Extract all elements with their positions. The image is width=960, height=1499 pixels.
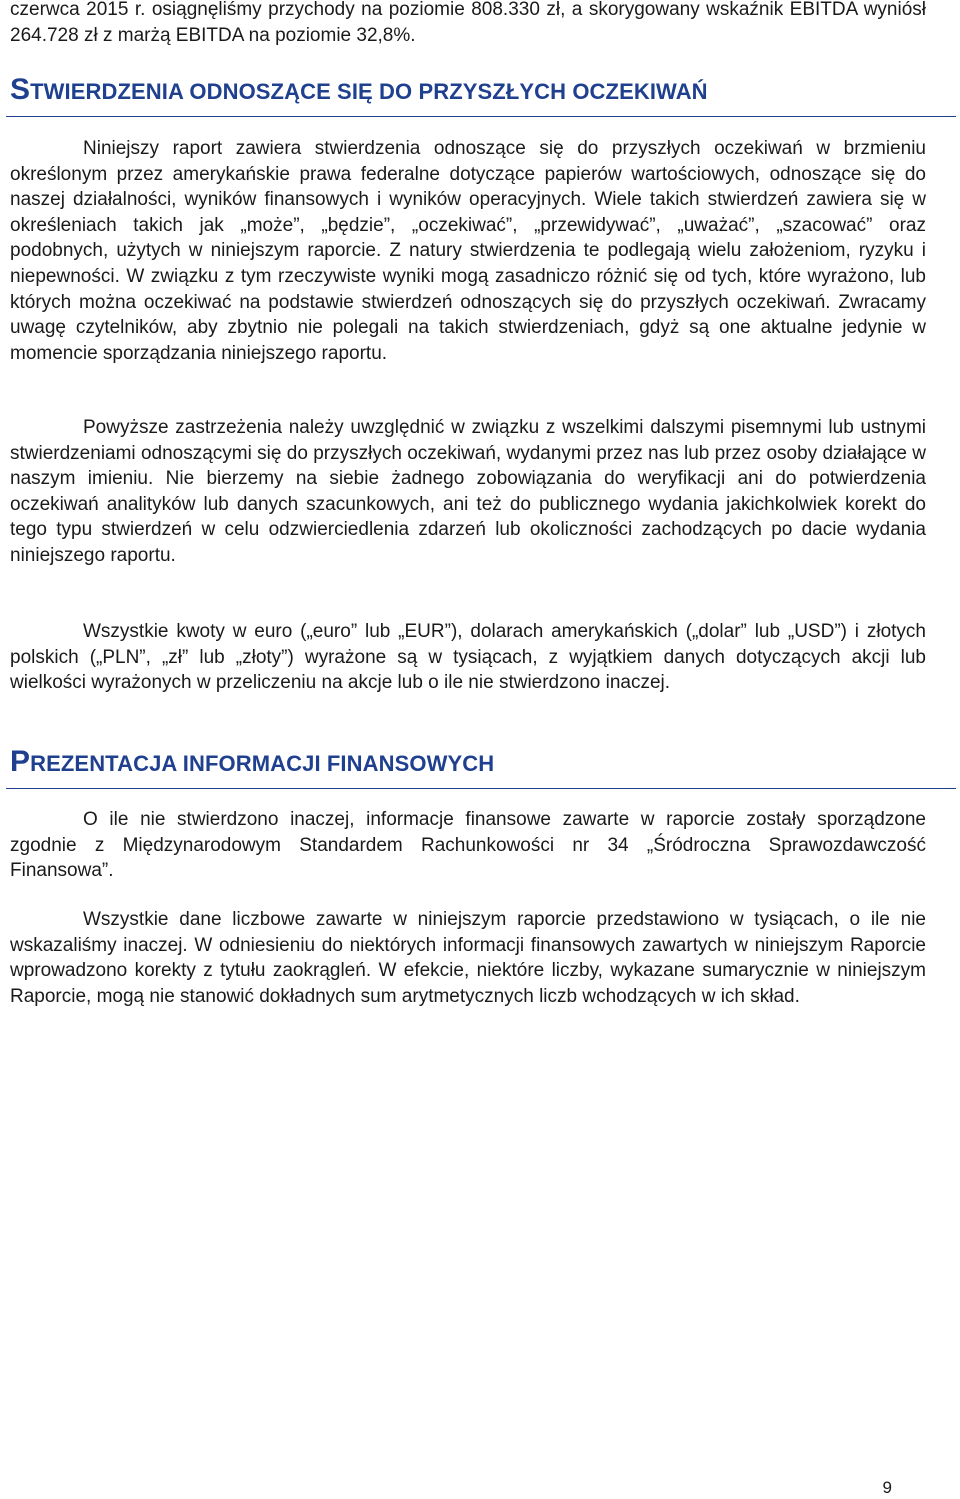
page-number: 9 (882, 1478, 892, 1497)
heading-underline (6, 788, 956, 789)
paragraph-forward-looking-2: Powyższe zastrzeżenia należy uwzględnić w związku z wszelkimi dalszymi pisemnymi lub ustnymi stwierdzeniami odnoszącymi się do przyszłych oczekiwań, wydanymi przez nas lub przez osoby działające w naszym imieniu. Nie bierzemy na siebie żadnego zobowiązania do weryfikacji ani do potwierdzenia oczekiwań analityków lub danych szacunkowych, ani też do publicznego wydania jakichkolwiek korekt do tego typu stwierdzeń w celu odzwierciedlenia zdarzeń lub okoliczności zachodzących po dacie wydania niniejszego raportu. (10, 417, 926, 566)
section-heading-financial-presentation (10, 745, 494, 779)
heading-initial: P (10, 745, 31, 778)
heading-text: TWIERDZENIA ODNOSZĄCE SIĘ DO PRZYSZŁYCH OCZEKIWAŃ (30, 79, 708, 104)
heading-underline (6, 116, 956, 117)
intro-paragraph: czerwca 2015 r. osiągnęliśmy przychody na poziomie 808.330 zł, a skorygowany wskaźnik EBITDA wyniósł 264.728 zł z marżą EBITDA na poziomie 32,8%. (10, 0, 926, 46)
heading-initial: S (10, 73, 31, 106)
paragraph-forward-looking-1: Niniejszy raport zawiera stwierdzenia odnoszące się do przyszłych oczekiwań w brzmieniu określonym przez amerykańskie prawa federalne dotyczące papierów wartościowych, odnoszące się do naszej działalności, wyników finansowych i wyników operacyjnych. Wiele takich stwierdzeń zawiera się w określeniach takich jak „może”, „będzie”, „oczekiwać”, „przewidywać”, „uważać”, „szacować” oraz podobnych, użytych w niniejszym raporcie. Z natury stwierdzenia te podlegają wielu założeniom, ryzyku i niepewności. W związku z tym rzeczywiste wyniki mogą zasadniczo różnić się od tych, które wyrażono, lub których można oczekiwać na podstawie stwierdzeń odnoszących się do przyszłych oczekiwań. Zwracamy uwagę czytelników, aby zbytnio nie polegali na takich stwierdzeniach, gdyż są one aktualne jedynie w momencie sporządzania niniejszego raportu. (10, 138, 926, 364)
paragraph-ias34: O ile nie stwierdzono inaczej, informacje finansowe zawarte w raporcie zostały sporządzone zgodnie z Międzynarodowym Standardem Rachunkowości nr 34 „Śródroczna Sprawozdawczość Finansowa”. (10, 809, 926, 882)
paragraph-currency: Wszystkie kwoty w euro („euro” lub „EUR”), dolarach amerykańskich („dolar” lub „USD”) i złotych polskich („PLN”, „zł” lub „złoty”) wyrażone są w tysiącach, z wyjątkiem danych dotyczących akcji lub wielkości wyrażonych w przeliczeniu na akcje lub o ile nie stwierdzono inaczej. (10, 621, 926, 694)
heading-text: REZENTACJA INFORMACJI FINANSOWYCH (30, 751, 495, 776)
section-heading-forward-looking (10, 73, 708, 107)
paragraph-rounding: Wszystkie dane liczbowe zawarte w niniejszym raporcie przedstawiono w tysiącach, o ile nie wskazaliśmy inaczej. W odniesieniu do niektórych informacji finansowych zawartych w niniejszym Raporcie wprowadzono korekty z tytułu zaokrągleń. W efekcie, niektóre liczby, wykazane sumarycznie w niniejszym Raporcie, mogą nie stanowić dokładnych sum arytmetycznych liczb wchodzących w ich skład. (10, 909, 926, 1007)
